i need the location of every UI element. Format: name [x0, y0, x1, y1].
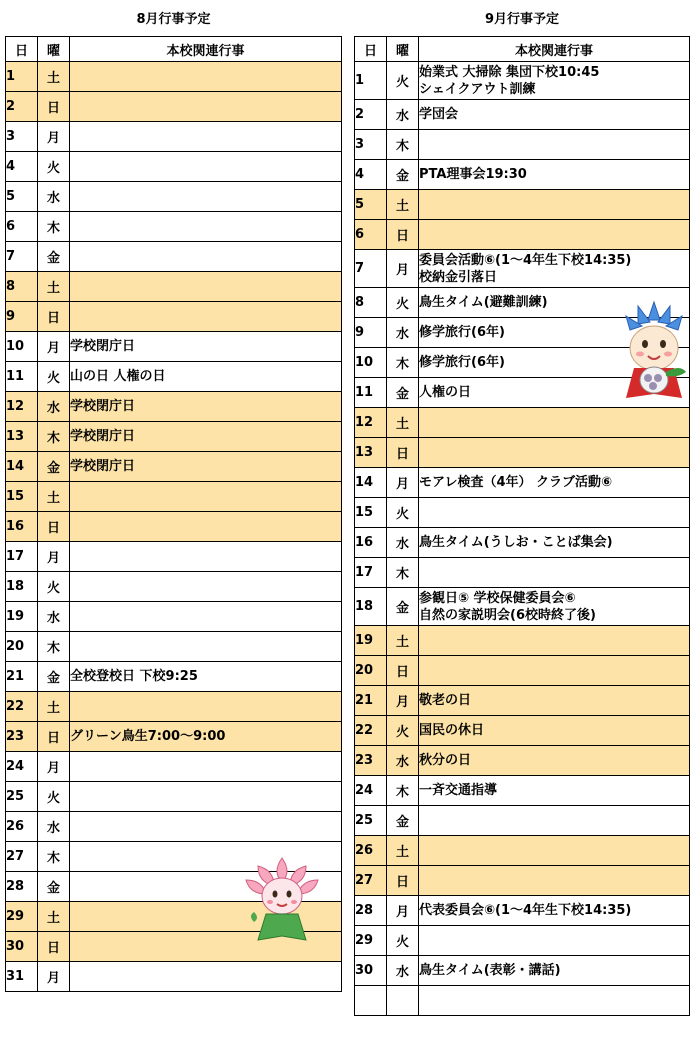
event-cell: モアレ検査（4年） クラブ活動⑥ — [419, 468, 690, 498]
day-cell: 21 — [355, 686, 387, 716]
dow-cell: 土 — [38, 692, 70, 722]
dow-cell: 木 — [387, 348, 419, 378]
day-cell: 16 — [6, 512, 38, 542]
dow-cell: 水 — [387, 100, 419, 130]
dow-cell: 日 — [387, 656, 419, 686]
table-row — [6, 422, 342, 452]
event-cell — [419, 558, 690, 588]
day-cell: 11 — [355, 378, 387, 408]
event-cell: 代表委員会⑥(1～4年生下校14:35) — [419, 896, 690, 926]
dow-cell: 土 — [38, 62, 70, 92]
table-row — [355, 438, 690, 468]
event-cell — [70, 152, 342, 182]
day-cell: 27 — [6, 842, 38, 872]
dow-cell: 土 — [38, 272, 70, 302]
day-cell: 4 — [355, 160, 387, 190]
table-header-row — [355, 37, 690, 62]
dow-cell: 水 — [387, 318, 419, 348]
day-cell: 13 — [6, 422, 38, 452]
day-cell: 7 — [6, 242, 38, 272]
event-cell: 学校閉庁日 — [70, 452, 342, 482]
table-row — [355, 220, 690, 250]
day-cell: 2 — [355, 100, 387, 130]
event-cell: 山の日 人権の日 — [70, 362, 342, 392]
dow-cell — [387, 986, 419, 1016]
day-cell: 26 — [6, 812, 38, 842]
event-cell — [419, 190, 690, 220]
table-row — [355, 746, 690, 776]
event-cell — [419, 408, 690, 438]
event-cell — [70, 572, 342, 602]
dow-cell: 火 — [38, 782, 70, 812]
table-row — [6, 302, 342, 332]
event-cell — [70, 272, 342, 302]
day-cell: 9 — [6, 302, 38, 332]
dow-cell: 火 — [387, 288, 419, 318]
header-day: 日 — [355, 37, 387, 62]
day-cell: 1 — [6, 62, 38, 92]
event-cell: 人権の日 — [419, 378, 690, 408]
table-row — [355, 656, 690, 686]
table-row — [6, 452, 342, 482]
dow-cell: 日 — [38, 932, 70, 962]
dow-cell: 金 — [387, 806, 419, 836]
event-cell — [70, 122, 342, 152]
event-cell: 国民の休日 — [419, 716, 690, 746]
event-cell — [70, 512, 342, 542]
dow-cell: 土 — [38, 902, 70, 932]
event-cell: 修学旅行(6年) — [419, 348, 690, 378]
day-cell: 17 — [355, 558, 387, 588]
dow-cell: 金 — [387, 160, 419, 190]
day-cell: 12 — [355, 408, 387, 438]
event-cell — [70, 602, 342, 632]
event-cell: 学校閉庁日 — [70, 422, 342, 452]
table-row — [355, 836, 690, 866]
table-row — [6, 782, 342, 812]
event-cell: 学団会 — [419, 100, 690, 130]
day-cell: 18 — [6, 572, 38, 602]
event-cell: 学校閉庁日 — [70, 332, 342, 362]
table-row — [355, 866, 690, 896]
table-row — [355, 896, 690, 926]
table-row — [355, 686, 690, 716]
event-cell: 鳥生タイム(うしお・ことば集会) — [419, 528, 690, 558]
table-row — [6, 692, 342, 722]
day-cell: 18 — [355, 588, 387, 626]
table-row — [355, 408, 690, 438]
dow-cell: 火 — [38, 152, 70, 182]
table-row — [355, 626, 690, 656]
dow-cell: 木 — [387, 130, 419, 160]
table-row — [6, 752, 342, 782]
day-cell: 19 — [355, 626, 387, 656]
table-row — [6, 542, 342, 572]
dow-cell: 土 — [387, 626, 419, 656]
table-row — [355, 776, 690, 806]
day-cell: 13 — [355, 438, 387, 468]
dow-cell: 木 — [387, 558, 419, 588]
day-cell: 14 — [355, 468, 387, 498]
day-cell: 16 — [355, 528, 387, 558]
august-title: 8月行事予定 — [136, 12, 211, 27]
day-cell: 6 — [355, 220, 387, 250]
day-cell: 8 — [6, 272, 38, 302]
event-cell — [419, 626, 690, 656]
day-cell: 3 — [6, 122, 38, 152]
event-cell — [70, 212, 342, 242]
day-cell: 15 — [355, 498, 387, 528]
day-cell: 12 — [6, 392, 38, 422]
event-cell — [70, 92, 342, 122]
day-cell: 11 — [6, 362, 38, 392]
dow-cell: 木 — [38, 842, 70, 872]
table-row — [355, 926, 690, 956]
header-dow: 曜 — [38, 37, 70, 62]
table-row — [355, 190, 690, 220]
dow-cell: 日 — [387, 438, 419, 468]
dow-cell: 月 — [38, 332, 70, 362]
dow-cell: 月 — [38, 122, 70, 152]
table-row — [6, 212, 342, 242]
day-cell: 29 — [355, 926, 387, 956]
day-cell: 17 — [6, 542, 38, 572]
day-cell: 2 — [6, 92, 38, 122]
day-cell — [355, 986, 387, 1016]
dow-cell: 土 — [387, 408, 419, 438]
day-cell: 25 — [355, 806, 387, 836]
table-header-row — [6, 37, 342, 62]
dow-cell: 日 — [38, 92, 70, 122]
table-row — [6, 362, 342, 392]
dow-cell: 月 — [38, 752, 70, 782]
day-cell: 5 — [6, 182, 38, 212]
table-row — [355, 468, 690, 498]
table-row — [6, 332, 342, 362]
dow-cell: 水 — [387, 746, 419, 776]
dow-cell: 木 — [38, 632, 70, 662]
table-row — [6, 272, 342, 302]
header-dow: 曜 — [387, 37, 419, 62]
table-row — [355, 716, 690, 746]
table-row — [355, 558, 690, 588]
table-row — [355, 160, 690, 190]
day-cell: 8 — [355, 288, 387, 318]
table-row — [355, 588, 690, 626]
day-cell: 24 — [6, 752, 38, 782]
dow-cell: 火 — [38, 362, 70, 392]
event-cell — [419, 806, 690, 836]
table-row — [355, 806, 690, 836]
day-cell: 28 — [6, 872, 38, 902]
day-cell: 21 — [6, 662, 38, 692]
table-row — [355, 250, 690, 288]
dow-cell: 水 — [38, 182, 70, 212]
september-schedule-table — [354, 36, 690, 1016]
event-cell — [419, 130, 690, 160]
event-cell: 敬老の日 — [419, 686, 690, 716]
event-cell: 秋分の日 — [419, 746, 690, 776]
table-row — [355, 62, 690, 100]
event-cell: 委員会活動⑥(1～4年生下校14:35) 校納金引落日 — [419, 250, 690, 288]
dow-cell: 水 — [387, 956, 419, 986]
table-row — [6, 662, 342, 692]
table-row — [355, 498, 690, 528]
dow-cell: 日 — [387, 220, 419, 250]
day-cell: 14 — [6, 452, 38, 482]
day-cell: 27 — [355, 866, 387, 896]
event-cell — [419, 986, 690, 1016]
event-cell: 鳥生タイム(避難訓練) — [419, 288, 690, 318]
event-cell — [70, 542, 342, 572]
table-row — [355, 100, 690, 130]
day-cell: 10 — [355, 348, 387, 378]
pink-lotus-mascot-icon — [244, 856, 320, 942]
dow-cell: 土 — [387, 190, 419, 220]
day-cell: 15 — [6, 482, 38, 512]
table-row — [355, 528, 690, 558]
event-cell — [70, 62, 342, 92]
table-row — [6, 722, 342, 752]
day-cell: 31 — [6, 962, 38, 992]
blue-flower-mascot-icon — [620, 298, 688, 404]
day-cell: 26 — [355, 836, 387, 866]
day-cell: 22 — [6, 692, 38, 722]
event-cell — [419, 438, 690, 468]
event-cell: 全校登校日 下校9:25 — [70, 662, 342, 692]
dow-cell: 火 — [387, 926, 419, 956]
dow-cell: 木 — [38, 422, 70, 452]
event-cell — [419, 866, 690, 896]
dow-cell: 月 — [387, 896, 419, 926]
dow-cell: 金 — [38, 452, 70, 482]
day-cell: 4 — [6, 152, 38, 182]
dow-cell: 月 — [387, 468, 419, 498]
day-cell: 30 — [355, 956, 387, 986]
event-cell: 始業式 大掃除 集団下校10:45 シェイクアウト訓練 — [419, 62, 690, 100]
august-schedule-table — [5, 36, 342, 992]
event-cell — [70, 242, 342, 272]
header-events: 本校関連行事 — [419, 37, 690, 62]
event-cell — [70, 812, 342, 842]
dow-cell: 金 — [38, 242, 70, 272]
event-cell — [70, 962, 342, 992]
dow-cell: 日 — [38, 302, 70, 332]
dow-cell: 水 — [38, 602, 70, 632]
dow-cell: 金 — [38, 662, 70, 692]
table-row — [6, 242, 342, 272]
dow-cell: 土 — [38, 482, 70, 512]
table-row — [6, 812, 342, 842]
dow-cell: 月 — [387, 686, 419, 716]
day-cell: 22 — [355, 716, 387, 746]
event-cell — [419, 220, 690, 250]
event-cell — [70, 782, 342, 812]
event-cell — [70, 482, 342, 512]
day-cell: 9 — [355, 318, 387, 348]
table-row — [6, 92, 342, 122]
september-title: 9月行事予定 — [484, 12, 560, 27]
day-cell: 1 — [355, 62, 387, 100]
dow-cell: 日 — [38, 722, 70, 752]
dow-cell: 土 — [387, 836, 419, 866]
dow-cell: 金 — [38, 872, 70, 902]
event-cell: 鳥生タイム(表彰・講話) — [419, 956, 690, 986]
table-row — [355, 986, 690, 1016]
day-cell: 20 — [6, 632, 38, 662]
header-events: 本校関連行事 — [70, 37, 342, 62]
event-cell: 修学旅行(6年) — [419, 318, 690, 348]
day-cell: 6 — [6, 212, 38, 242]
event-cell — [70, 752, 342, 782]
day-cell: 24 — [355, 776, 387, 806]
day-cell: 28 — [355, 896, 387, 926]
dow-cell: 火 — [387, 498, 419, 528]
day-cell: 10 — [6, 332, 38, 362]
event-cell — [419, 926, 690, 956]
dow-cell: 木 — [387, 776, 419, 806]
dow-cell: 日 — [387, 866, 419, 896]
day-cell: 19 — [6, 602, 38, 632]
event-cell: 学校閉庁日 — [70, 392, 342, 422]
event-cell: 一斉交通指導 — [419, 776, 690, 806]
event-cell — [419, 656, 690, 686]
event-cell — [70, 182, 342, 212]
dow-cell: 月 — [38, 962, 70, 992]
event-cell: グリーン鳥生7:00～9:00 — [70, 722, 342, 752]
dow-cell: 火 — [38, 572, 70, 602]
table-row — [355, 130, 690, 160]
day-cell: 30 — [6, 932, 38, 962]
day-cell: 29 — [6, 902, 38, 932]
dow-cell: 水 — [38, 392, 70, 422]
day-cell: 5 — [355, 190, 387, 220]
event-cell: PTA理事会19:30 — [419, 160, 690, 190]
dow-cell: 金 — [387, 588, 419, 626]
table-row — [6, 962, 342, 992]
dow-cell: 水 — [38, 812, 70, 842]
table-row — [6, 602, 342, 632]
event-cell — [70, 692, 342, 722]
table-row — [6, 632, 342, 662]
event-cell — [70, 302, 342, 332]
table-row — [355, 956, 690, 986]
event-cell: 参観日⑤ 学校保健委員会⑥ 自然の家説明会(6校時終了後) — [419, 588, 690, 626]
day-cell: 23 — [355, 746, 387, 776]
table-row — [6, 512, 342, 542]
dow-cell: 火 — [387, 62, 419, 100]
dow-cell: 日 — [38, 512, 70, 542]
dow-cell: 木 — [38, 212, 70, 242]
day-cell: 20 — [355, 656, 387, 686]
table-row — [6, 122, 342, 152]
dow-cell: 月 — [38, 542, 70, 572]
day-cell: 7 — [355, 250, 387, 288]
table-row — [6, 182, 342, 212]
table-row — [6, 392, 342, 422]
table-row — [6, 482, 342, 512]
dow-cell: 火 — [387, 716, 419, 746]
dow-cell: 水 — [387, 528, 419, 558]
table-row — [6, 62, 342, 92]
table-row — [6, 572, 342, 602]
dow-cell: 金 — [387, 378, 419, 408]
day-cell: 3 — [355, 130, 387, 160]
event-cell — [419, 836, 690, 866]
day-cell: 23 — [6, 722, 38, 752]
day-cell: 25 — [6, 782, 38, 812]
table-row — [6, 152, 342, 182]
event-cell — [419, 498, 690, 528]
event-cell — [70, 632, 342, 662]
header-day: 日 — [6, 37, 38, 62]
dow-cell: 月 — [387, 250, 419, 288]
